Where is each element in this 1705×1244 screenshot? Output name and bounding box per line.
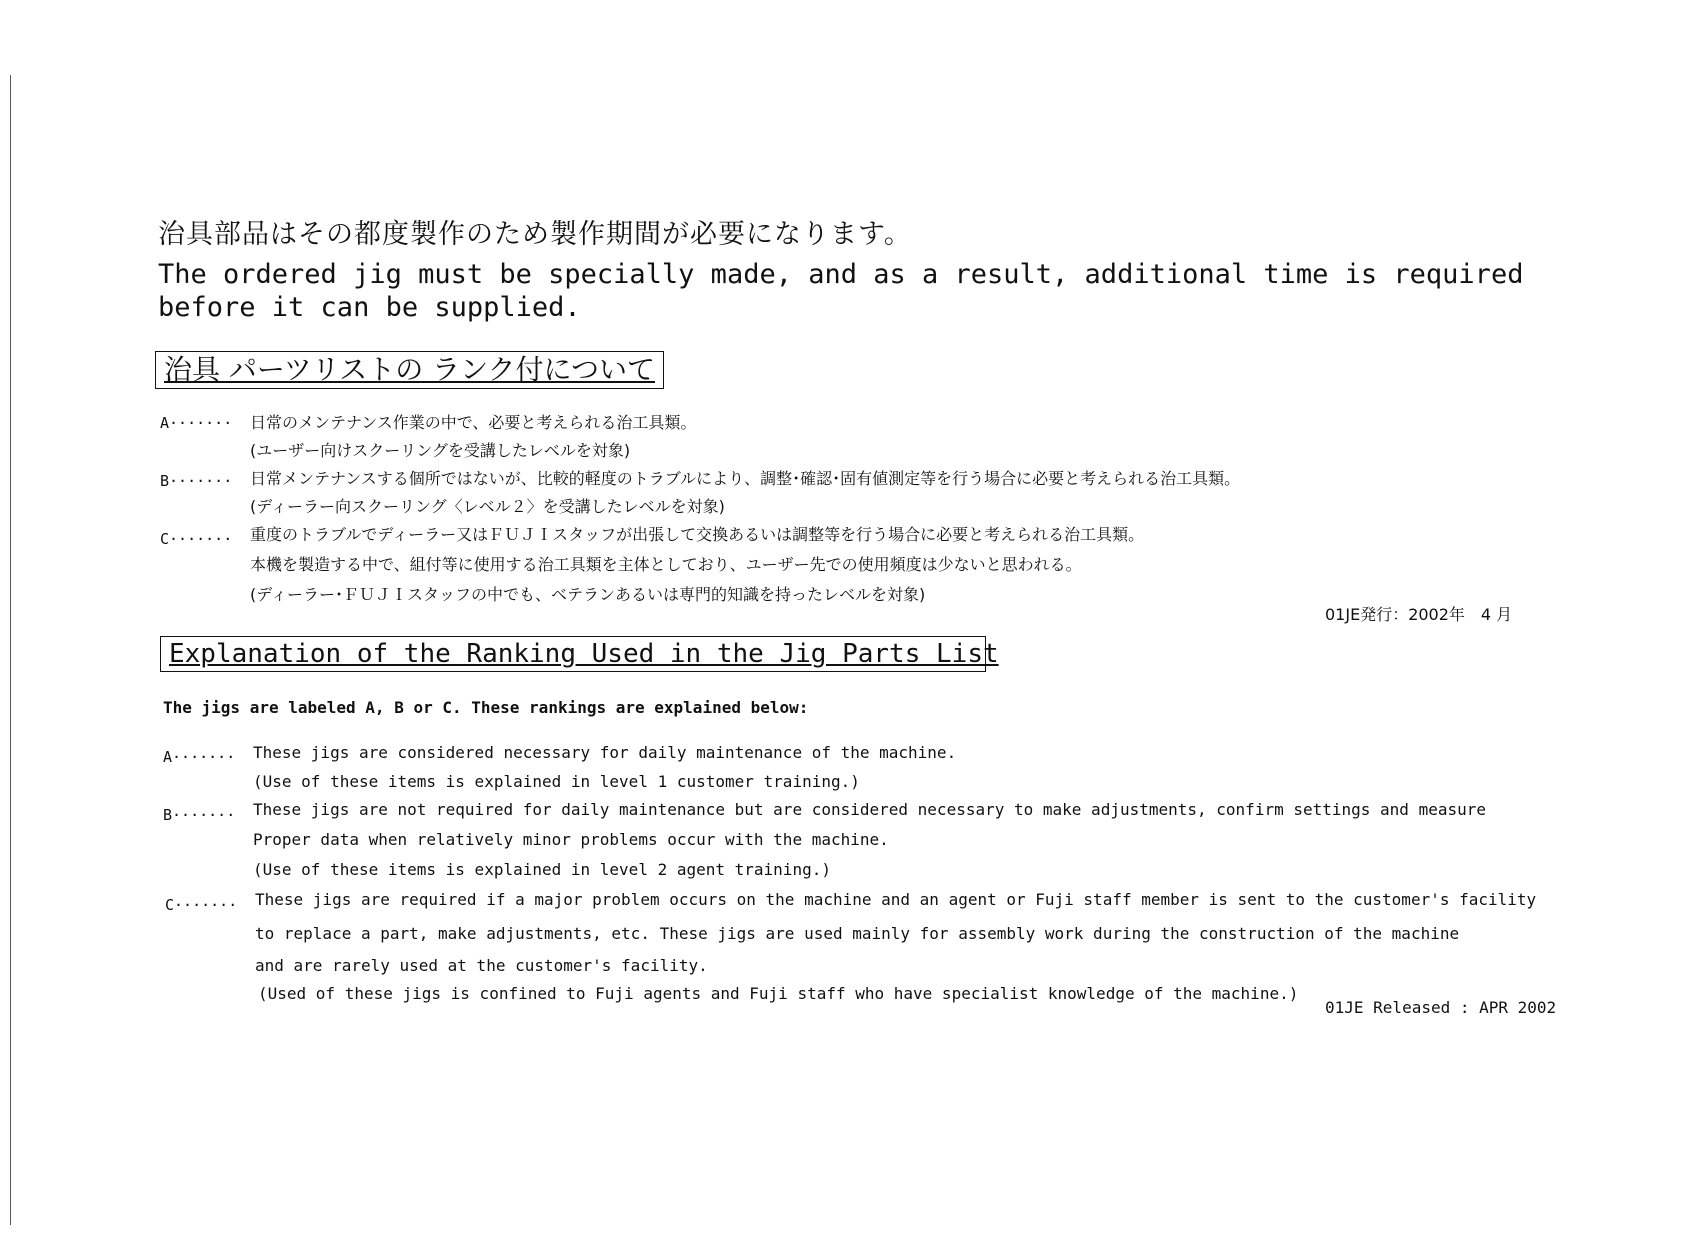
en-rank-c-line-1: These jigs are required if a major problem occurs on the machine and an agent or Fuji staff member is sent to the customer's facility <box>255 890 1537 909</box>
en-rank-b-letter: B······· <box>163 806 236 824</box>
japanese-notice: 治具部品はその都度製作のため製作期間が必要になります。 <box>158 219 912 250</box>
japanese-heading: 治具 パーツリストの ランク付について <box>164 353 656 386</box>
english-notice: The ordered jig must be specially made, and as a result, additional time is required before it can be supplied. <box>158 259 1524 323</box>
en-rank-c-letter: C······· <box>165 896 238 914</box>
jp-rank-a-line-2: (ユーザー向けスクーリングを受講したレベルを対象) <box>250 441 631 460</box>
english-heading: Explanation of the Ranking Used in the Jig Parts List <box>169 639 999 669</box>
jp-rank-c-letter: C······· <box>160 530 233 548</box>
jp-rank-b-line-1: 日常メンテナンスする個所ではないが、比較的軽度のトラブルにより、調整･確認･固有値測定等を行う場合に必要と考えられる治工具類。 <box>250 469 1241 488</box>
en-rank-c-line-3: and are rarely used at the customer's facility. <box>255 956 708 975</box>
en-rank-c-line-4: (Used of these jigs is confined to Fuji agents and Fuji staff who have specialist knowledge of the machine.) <box>258 984 1299 1003</box>
en-rank-b-line-2: Proper data when relatively minor problems occur with the machine. <box>253 830 889 849</box>
jp-rank-c-line-1: 重度のトラブルでディーラー又はＦＵＪＩスタッフが出張して交換あるいは調整等を行う場合に必要と考えられる治工具類。 <box>250 525 1145 544</box>
en-rank-a-letter: A······· <box>163 748 236 766</box>
english-intro: The jigs are labeled A, B or C. These rankings are explained below: <box>163 698 809 717</box>
jp-rank-a-line-1: 日常のメンテナンス作業の中で、必要と考えられる治工具類。 <box>250 413 697 432</box>
jp-rank-c-line-3: (ディーラー･ＦＵＪＩスタッフの中でも、ベテランあるいは専門的知識を持ったレベルを対象) <box>250 585 926 604</box>
jp-release-date: 01JE発行：2002年 4 月 <box>1325 605 1513 624</box>
en-rank-a-line-2: (Use of these items is explained in level 1 customer training.) <box>253 772 860 791</box>
en-rank-b-line-1: These jigs are not required for daily maintenance but are considered necessary to make adjustments, confirm settings and measure <box>253 800 1486 819</box>
jp-rank-a-letter: A······· <box>160 414 233 432</box>
en-rank-c-line-2: to replace a part, make adjustments, etc. These jigs are used mainly for assembly work during the construction of the machine <box>255 924 1460 943</box>
english-heading-box <box>160 636 999 672</box>
en-rank-a-line-1: These jigs are considered necessary for daily maintenance of the machine. <box>253 743 957 762</box>
scan-edge-line <box>10 75 11 1225</box>
jp-rank-c-line-2: 本機を製造する中で、組付等に使用する治工具類を主体としており、ユーザー先での使用頻度は少ないと思われる。 <box>250 555 1082 574</box>
en-release-date: 01JE Released : APR 2002 <box>1325 998 1557 1017</box>
jp-rank-b-letter: B······· <box>160 472 233 490</box>
en-rank-b-line-3: (Use of these items is explained in level 2 agent training.) <box>253 860 831 879</box>
japanese-heading-box <box>155 351 664 389</box>
jp-rank-b-line-2: (ディーラー向スクーリング〈レベル２〉を受講したレベルを対象) <box>250 497 725 516</box>
